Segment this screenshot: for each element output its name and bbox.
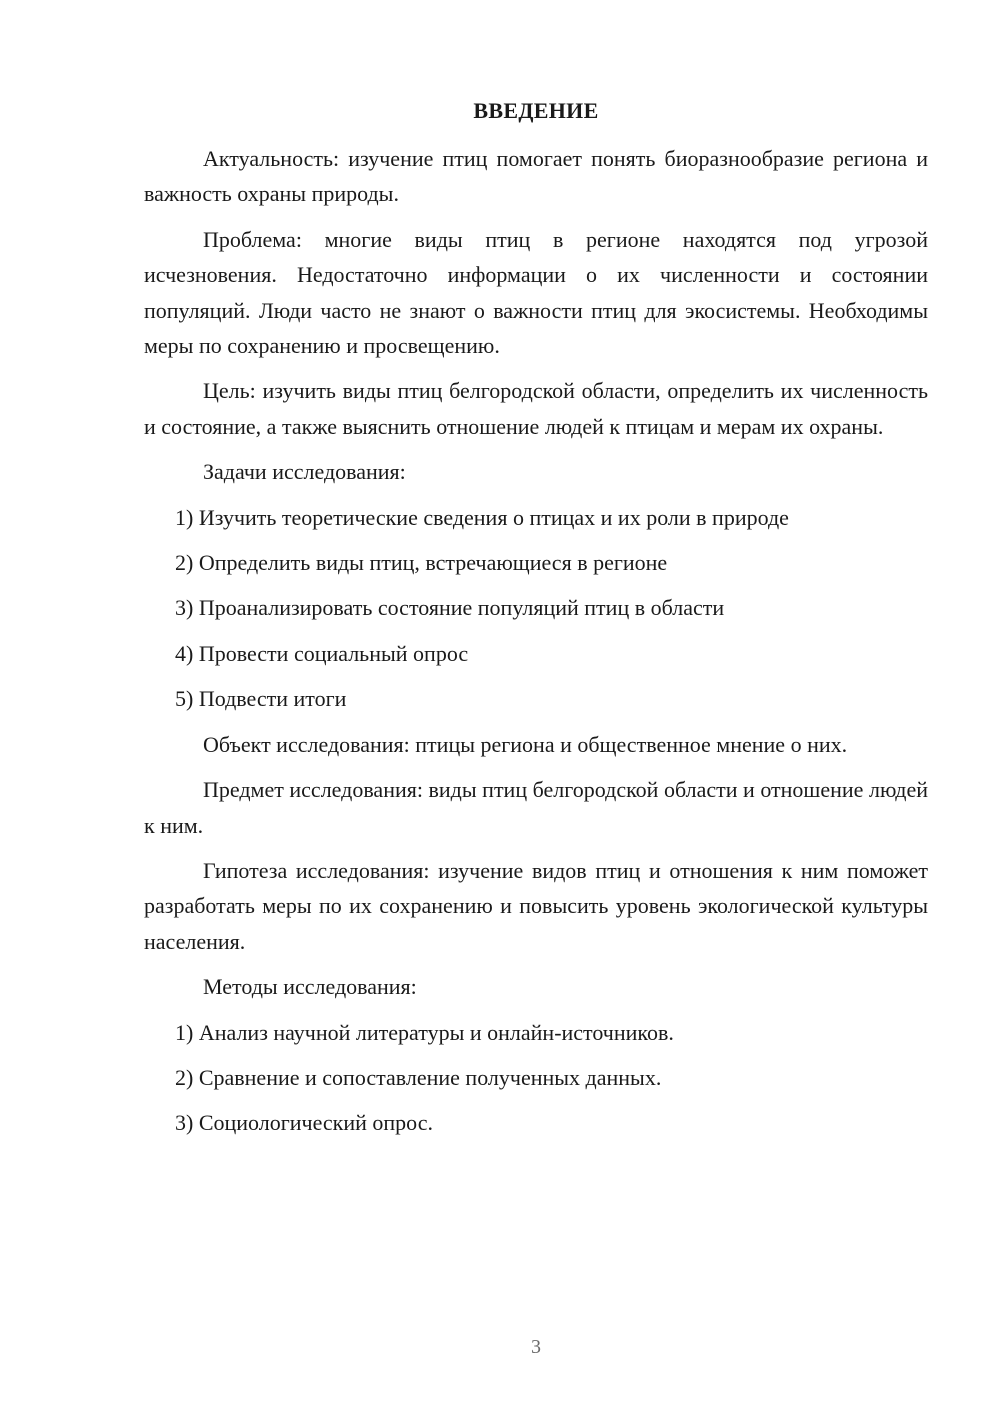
tasks-heading: Задачи исследования: xyxy=(203,459,406,485)
list-item: 2) Определить виды птиц, встречающиеся в регионе xyxy=(175,550,668,576)
methods-list xyxy=(144,1015,928,1141)
list-item: 3) Социологический опрос. xyxy=(175,1110,433,1136)
document-body xyxy=(144,141,928,1151)
list-item: 2) Сравнение и сопоставление полученных данных. xyxy=(175,1064,662,1090)
tasks-list xyxy=(144,500,928,717)
document-page xyxy=(144,0,928,1414)
page-number: 3 xyxy=(531,1336,541,1358)
methods-heading: Методы исследования: xyxy=(203,974,417,1000)
paragraph-object: Объект исследования: птицы региона и общественное мнение о них. xyxy=(203,731,848,757)
paragraph-subject: Предмет исследования: виды птиц белгородской области и отношение людей к ним. xyxy=(144,777,928,838)
list-item: 1) Изучить теоретические сведения о птицах и их роли в природе xyxy=(175,504,789,530)
list-item: 3) Проанализировать состояние популяций птиц в области xyxy=(175,595,725,621)
list-item: 1) Анализ научной литературы и онлайн-источников. xyxy=(175,1019,674,1045)
paragraph-goal: Цель: изучить виды птиц белгородской области, определить их численность и состояние, а также выяснить отношение людей к птицам и мерам их охраны. xyxy=(144,378,928,439)
list-item: 5) Подвести итоги xyxy=(175,686,347,712)
paragraph-problem: Проблема: многие виды птиц в регионе находятся под угрозой исчезновения. Недостаточно информации о их численности и состоянии популяций. Люди часто не знают о важности птиц для экосистемы. Необходимы меры по сохранению и просвещению. xyxy=(144,226,928,359)
list-item: 4) Провести социальный опрос xyxy=(175,640,469,666)
paragraph-hypothesis: Гипотеза исследования: изучение видов птиц и отношения к ним поможет разработать меры по их сохранению и повысить уровень экологической культуры населения. xyxy=(144,857,928,954)
paragraph-relevance: Актуальность: изучение птиц помогает понять биоразнообразие региона и важность охраны природы. xyxy=(144,146,928,207)
page-title: ВВЕДЕНИЕ xyxy=(473,98,599,123)
